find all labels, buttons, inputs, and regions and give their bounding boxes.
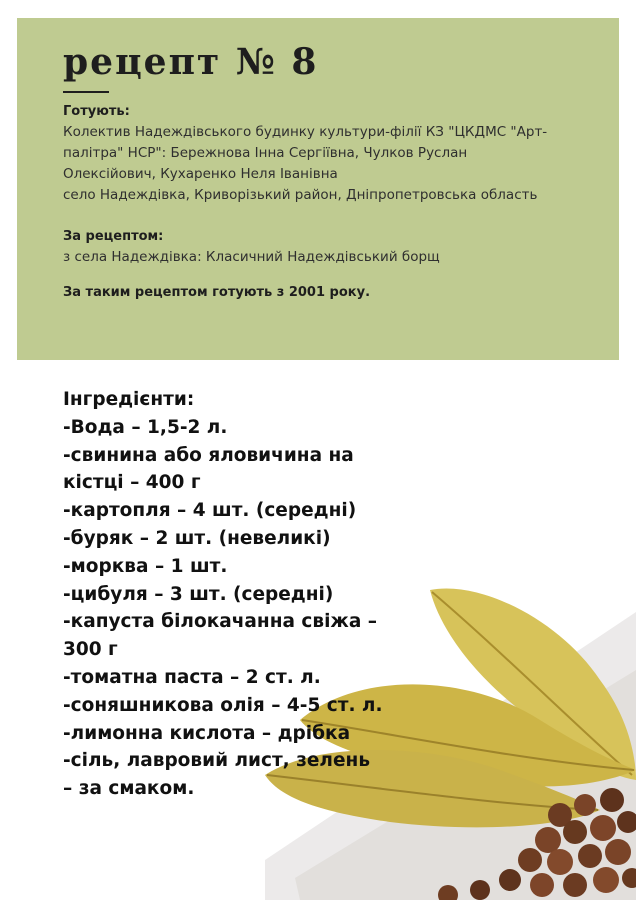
location-line: село Надеждівка, Криворізький район, Дніпропетровська область: [63, 187, 538, 203]
recipe-label: За рецептом:: [63, 229, 164, 244]
ingredient-line: -картопля – 4 шт. (середні): [63, 500, 357, 522]
ingredient-line: -морква – 1 шт.: [63, 555, 228, 577]
ingredient-line: -томатна паста – 2 ст. л.: [63, 666, 321, 688]
ingredient-line: 300 г: [63, 639, 118, 661]
ingredient-line: кістці – 400 г: [63, 472, 201, 494]
ingredients-heading: Інгредієнти:: [63, 389, 195, 410]
ingredient-line: -свинина або яловичина на: [63, 444, 354, 466]
title-underline: [63, 91, 109, 93]
ingredient-line: -лимонна кислота – дрібка: [63, 722, 351, 744]
ingredient-line: -цибуля – 3 шт. (середні): [63, 583, 334, 605]
ingredient-line: -соняшникова олія – 4-5 ст. л.: [63, 694, 383, 716]
since-text: За таким рецептом готують з 2001 року.: [63, 285, 371, 300]
prepared-line: Олексійович, Кухаренко Неля Іванівна: [63, 166, 338, 182]
ingredient-line: -капуста білокачанна свіжа –: [63, 611, 378, 633]
ingredient-line: -сіль, лавровий лист, зелень: [63, 750, 371, 772]
ingredient-line: -Вода – 1,5-2 л.: [63, 416, 228, 438]
prepared-label: Готують:: [63, 104, 130, 119]
page-title: рецепт № 8: [63, 41, 319, 83]
recipe-text: з села Надеждівка: Класичний Надеждівський борщ: [63, 249, 440, 265]
prepared-line: палітра" НСР": Бережнова Інна Сергіївна, Чулков Руслан: [63, 145, 468, 161]
ingredient-line: -буряк – 2 шт. (невеликі): [63, 527, 331, 549]
ingredients-list: [63, 386, 403, 803]
ingredient-line: – за смаком.: [63, 778, 195, 800]
prepared-line: Колектив Надеждівського будинку культури-філії КЗ "ЦКДМС "Арт-: [63, 124, 548, 140]
